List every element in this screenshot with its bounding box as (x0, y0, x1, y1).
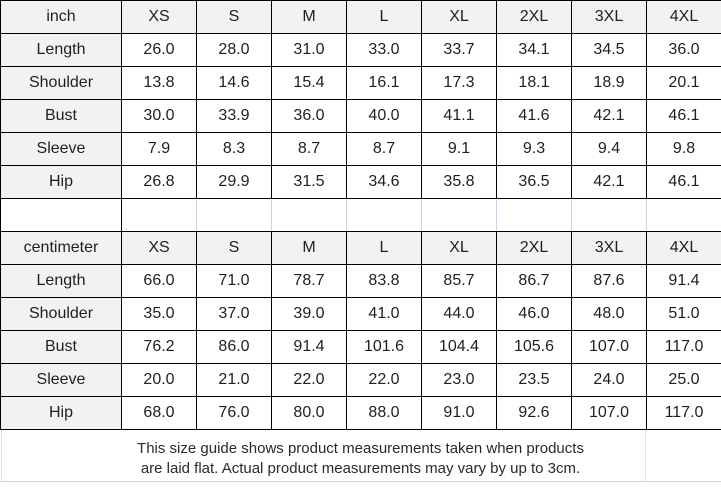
centimeter-header-row (1, 232, 721, 265)
unit-header-cell: centimeter (1, 232, 122, 265)
size-header-cell: S (197, 1, 272, 34)
value-cell: 31.0 (272, 34, 347, 67)
size-header-cell: L (347, 232, 422, 265)
measurement-row (1, 133, 721, 166)
gridline-vertical-left (1, 430, 2, 481)
value-cell: 66.0 (122, 265, 197, 298)
value-cell: 8.7 (347, 133, 422, 166)
value-cell: 105.6 (497, 331, 572, 364)
size-header-cell: XS (122, 1, 197, 34)
value-cell: 28.0 (197, 34, 272, 67)
value-cell: 41.1 (422, 100, 497, 133)
row-label-cell: Bust (1, 100, 122, 133)
value-cell: 31.5 (272, 166, 347, 199)
size-header-cell: XS (122, 232, 197, 265)
value-cell: 91.4 (272, 331, 347, 364)
value-cell: 34.6 (347, 166, 422, 199)
value-cell: 34.1 (497, 34, 572, 67)
gridline-horizontal-bottom (0, 481, 721, 482)
value-cell: 86.7 (497, 265, 572, 298)
size-header-cell: 2XL (497, 1, 572, 34)
value-cell: 20.1 (647, 67, 721, 100)
value-cell: 91.0 (422, 397, 497, 430)
value-cell: 83.8 (347, 265, 422, 298)
value-cell: 29.9 (197, 166, 272, 199)
spacer-cell (197, 199, 272, 231)
value-cell: 42.1 (572, 166, 647, 199)
value-cell: 8.7 (272, 133, 347, 166)
value-cell: 18.9 (572, 67, 647, 100)
row-label-cell: Sleeve (1, 364, 122, 397)
value-cell: 46.0 (497, 298, 572, 331)
size-header-cell: S (197, 232, 272, 265)
value-cell: 15.4 (272, 67, 347, 100)
value-cell: 17.3 (422, 67, 497, 100)
value-cell: 117.0 (647, 397, 721, 430)
value-cell: 41.0 (347, 298, 422, 331)
measurement-row (1, 265, 721, 298)
value-cell: 13.8 (122, 67, 197, 100)
value-cell: 42.1 (572, 100, 647, 133)
value-cell: 14.6 (197, 67, 272, 100)
value-cell: 92.6 (497, 397, 572, 430)
measurement-row (1, 67, 721, 100)
value-cell: 9.3 (497, 133, 572, 166)
value-cell: 7.9 (122, 133, 197, 166)
centimeter-size-table (0, 231, 721, 430)
value-cell: 21.0 (197, 364, 272, 397)
row-label-cell: Sleeve (1, 133, 122, 166)
measurement-row (1, 364, 721, 397)
value-cell: 36.0 (647, 34, 721, 67)
value-cell: 23.0 (422, 364, 497, 397)
spacer-row (0, 199, 721, 231)
value-cell: 24.0 (572, 364, 647, 397)
row-label-cell: Shoulder (1, 298, 122, 331)
row-label-cell: Length (1, 265, 122, 298)
measurement-row (1, 331, 721, 364)
note-area (0, 430, 721, 487)
note-line-2: are laid flat. Actual product measurements may vary by up to 3cm. (140, 460, 581, 477)
size-guide-note (0, 430, 721, 479)
value-cell: 87.6 (572, 265, 647, 298)
size-header-cell: L (347, 1, 422, 34)
value-cell: 33.7 (422, 34, 497, 67)
value-cell: 80.0 (272, 397, 347, 430)
value-cell: 71.0 (197, 265, 272, 298)
value-cell: 26.8 (122, 166, 197, 199)
value-cell: 76.0 (197, 397, 272, 430)
value-cell: 85.7 (422, 265, 497, 298)
value-cell: 35.0 (122, 298, 197, 331)
value-cell: 46.1 (647, 100, 721, 133)
value-cell: 8.3 (197, 133, 272, 166)
value-cell: 46.1 (647, 166, 721, 199)
value-cell: 41.6 (497, 100, 572, 133)
spacer-cell (572, 199, 647, 231)
value-cell: 104.4 (422, 331, 497, 364)
spacer-cell (1, 199, 122, 231)
size-header-cell: 4XL (647, 232, 721, 265)
size-header-cell: 4XL (647, 1, 721, 34)
row-label-cell: Length (1, 34, 122, 67)
value-cell: 20.0 (122, 364, 197, 397)
value-cell: 37.0 (197, 298, 272, 331)
value-cell: 35.8 (422, 166, 497, 199)
size-header-cell: 2XL (497, 232, 572, 265)
value-cell: 34.5 (572, 34, 647, 67)
value-cell: 91.4 (647, 265, 721, 298)
value-cell: 36.5 (497, 166, 572, 199)
size-header-cell: 3XL (572, 1, 647, 34)
value-cell: 18.1 (497, 67, 572, 100)
value-cell: 26.0 (122, 34, 197, 67)
value-cell: 88.0 (347, 397, 422, 430)
measurement-row (1, 100, 721, 133)
value-cell: 51.0 (647, 298, 721, 331)
value-cell: 9.8 (647, 133, 721, 166)
measurement-row (1, 34, 721, 67)
value-cell: 76.2 (122, 331, 197, 364)
measurement-row (1, 397, 721, 430)
value-cell: 44.0 (422, 298, 497, 331)
gridline-vertical-right (645, 430, 646, 481)
value-cell: 9.4 (572, 133, 647, 166)
spacer-cell (347, 199, 422, 231)
size-header-cell: XL (422, 232, 497, 265)
value-cell: 23.5 (497, 364, 572, 397)
spacer-cell (647, 199, 721, 231)
value-cell: 107.0 (572, 331, 647, 364)
measurement-row (1, 298, 721, 331)
value-cell: 40.0 (347, 100, 422, 133)
row-label-cell: Shoulder (1, 67, 122, 100)
value-cell: 33.0 (347, 34, 422, 67)
size-header-cell: XL (422, 1, 497, 34)
value-cell: 9.1 (422, 133, 497, 166)
value-cell: 36.0 (272, 100, 347, 133)
row-label-cell: Hip (1, 166, 122, 199)
unit-header-cell: inch (1, 1, 122, 34)
value-cell: 39.0 (272, 298, 347, 331)
value-cell: 22.0 (347, 364, 422, 397)
value-cell: 22.0 (272, 364, 347, 397)
value-cell: 48.0 (572, 298, 647, 331)
size-header-cell: M (272, 232, 347, 265)
value-cell: 86.0 (197, 331, 272, 364)
spacer-cell (497, 199, 572, 231)
value-cell: 16.1 (347, 67, 422, 100)
measurement-row (1, 166, 721, 199)
value-cell: 78.7 (272, 265, 347, 298)
spacer-cell (422, 199, 497, 231)
inch-size-table (0, 0, 721, 199)
inch-header-row (1, 1, 721, 34)
row-label-cell: Bust (1, 331, 122, 364)
value-cell: 25.0 (647, 364, 721, 397)
spacer-cell (272, 199, 347, 231)
row-label-cell: Hip (1, 397, 122, 430)
value-cell: 107.0 (572, 397, 647, 430)
value-cell: 30.0 (122, 100, 197, 133)
size-header-cell: M (272, 1, 347, 34)
value-cell: 117.0 (647, 331, 721, 364)
value-cell: 101.6 (347, 331, 422, 364)
note-line-1: This size guide shows product measurements taken when products (137, 440, 584, 457)
size-header-cell: 3XL (572, 232, 647, 265)
value-cell: 68.0 (122, 397, 197, 430)
spacer-cell (122, 199, 197, 231)
value-cell: 33.9 (197, 100, 272, 133)
